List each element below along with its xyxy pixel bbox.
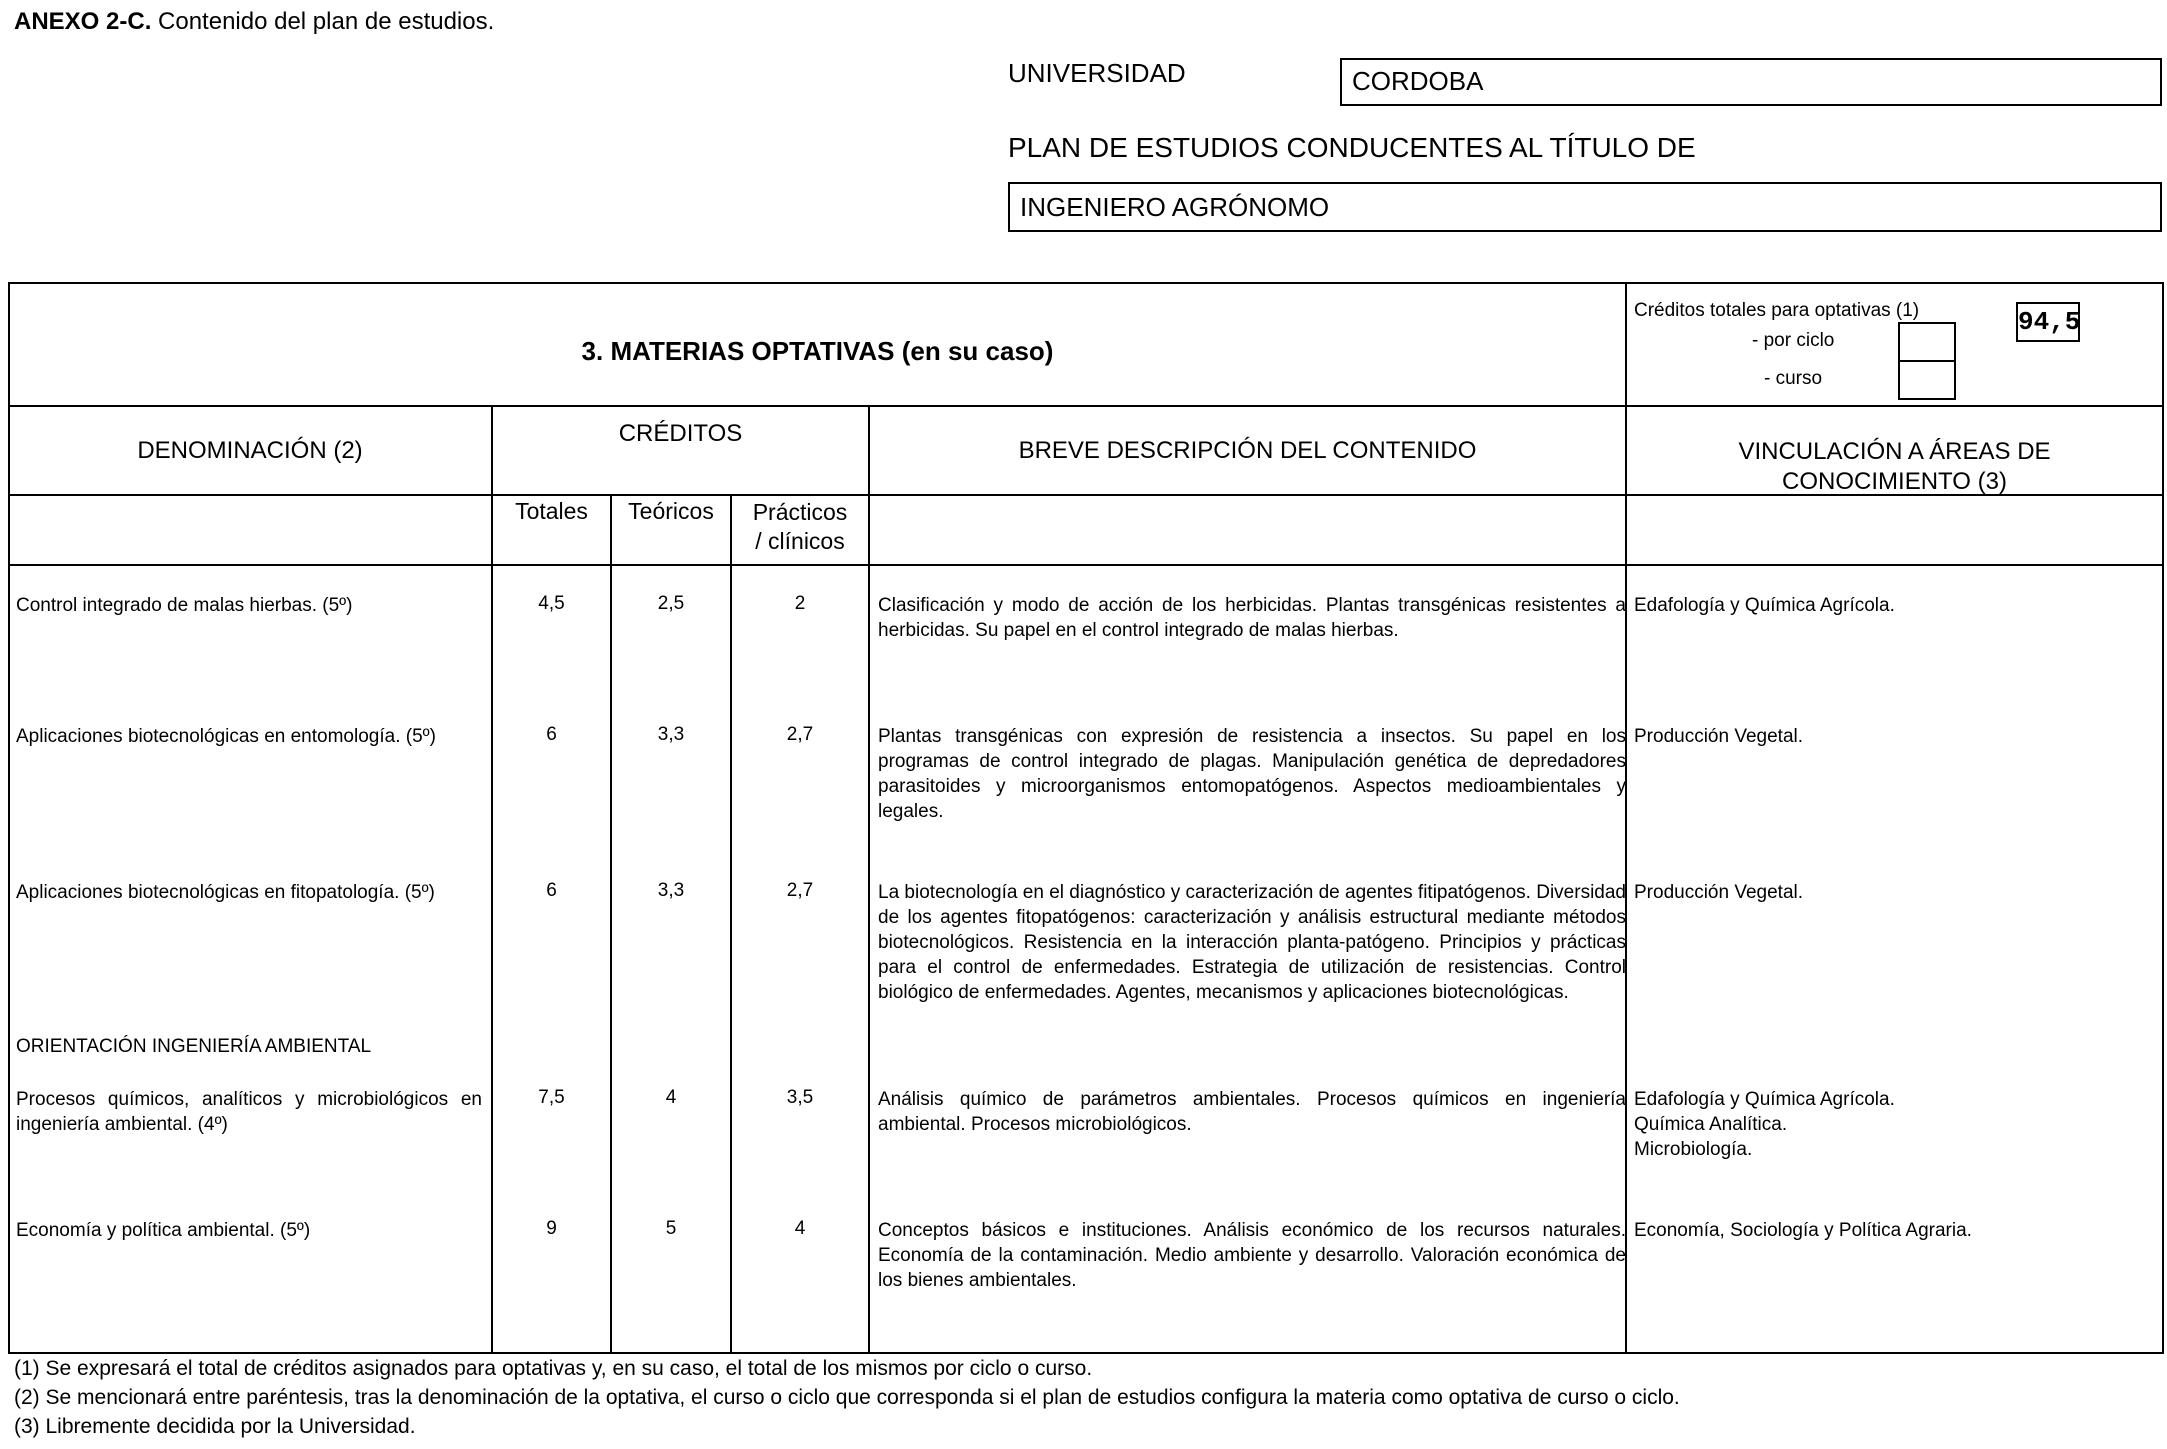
row-2-area: Producción Vegetal. (1634, 726, 1804, 747)
footnote-1: (1) Se expresará el total de créditos asignados para optativas y, en su caso, el total de los mismos por ciclo o curso. (14, 1357, 1093, 1380)
row-4-areas (1634, 1087, 2154, 1162)
orientation-label: ORIENTACIÓN INGENIERÍA AMBIENTAL (16, 1036, 372, 1057)
col-practicos (732, 498, 868, 556)
table-rule (8, 494, 492, 496)
annex-heading (14, 8, 494, 36)
row-5-practicos: 4 (794, 1218, 806, 1239)
col-vinculacion (1627, 437, 2162, 497)
row-3-practicos: 2,7 (786, 880, 814, 901)
row-3-description: La biotecnología en el diagnóstico y caracterización de agentes fitipatógenos. Diversidad de los agentes fitopatógenos: caracterización y análisis estructural mediante métodos biotecnológicos. Resistencia en la interacción planta-patógeno. Principios y prácticas para el control de enfermedades. Estrategia de utilización de resistencias. Control biológico de enfermedades. Agentes, mecanismos y aplicaciones biotecnológicas. (878, 882, 1626, 1003)
col-vinculacion-line2: CONOCIMIENTO (3) (1782, 468, 2007, 495)
table-rule (8, 564, 2164, 566)
credits-total-value: 94,5 (2016, 302, 2080, 342)
col-practicos-line2: / clínicos (755, 528, 845, 554)
row-4-description: Análisis químico de parámetros ambientales. Procesos químicos en ingeniería ambiental. Procesos microbiológicos. (878, 1089, 1626, 1135)
annex-label: ANEXO 2-C. (14, 8, 152, 35)
row-2-practicos: 2,7 (786, 724, 814, 745)
col-descripcion: BREVE DESCRIPCIÓN DEL CONTENIDO (1018, 437, 1477, 464)
row-1-area: Edafología y Química Agrícola. (1634, 595, 1895, 616)
credits-total-label: Créditos totales para optativas (1) (1634, 300, 1920, 321)
row-5-description: Conceptos básicos e instituciones. Análisis económico de los recursos naturales. Economía de la contaminación. Medio ambiente y desarrollo. Valoración económica de los bienes ambientales. (878, 1220, 1626, 1291)
row-4-area-3: Microbiología. (1634, 1139, 1753, 1160)
row-5-totales: 9 (546, 1218, 557, 1239)
row-5-teoricos: 5 (665, 1218, 677, 1239)
row-4-name: Procesos químicos, analíticos y microbiológicos en ingeniería ambiental. (4º) (16, 1089, 482, 1135)
row-4-totales: 7,5 (538, 1087, 565, 1108)
row-1-practicos: 2 (794, 593, 806, 614)
section-title: 3. MATERIAS OPTATIVAS (en su caso) (581, 336, 1054, 366)
row-2-description: Plantas transgénicas con expresión de resistencia a insectos. Su papel en los programas de control integrado de plagas. Manipulación genética de depredadores parasitoides y microorganismos entomopatógenos. Aspectos medioambientales y legales. (878, 726, 1626, 822)
degree-field: INGENIERO AGRÓNOMO (1008, 182, 2162, 232)
row-4-area-2: Química Analítica. (1634, 1114, 1788, 1135)
row-5-name: Economía y política ambiental. (5º) (16, 1220, 311, 1241)
annex-text: Contenido del plan de estudios. (151, 8, 495, 35)
row-2-totales: 6 (546, 724, 557, 745)
row-1-name: Control integrado de malas hierbas. (5º) (16, 595, 353, 616)
row-1-teoricos: 2,5 (657, 593, 685, 614)
plan-label: PLAN DE ESTUDIOS CONDUCENTES AL TÍTULO DE (1008, 132, 1696, 163)
row-3-totales: 6 (546, 880, 557, 901)
col-practicos-line1: Prácticos (752, 499, 848, 525)
table-rule (491, 494, 1626, 496)
col-totales: Totales (515, 498, 588, 524)
footnote-3: (3) Libremente decidida por la Universidad. (14, 1415, 416, 1438)
row-2-name: Aplicaciones biotecnológicas en entomología. (5º) (16, 726, 436, 747)
row-5-area: Economía, Sociología y Política Agraria. (1634, 1220, 1972, 1241)
table-rule (868, 405, 870, 1354)
col-creditos: CRÉDITOS (618, 420, 743, 447)
footnote-2: (2) Se mencionará entre paréntesis, tras la denominación de la optativa, el curso o ciclo que corresponda si el plan de estudios configura la materia como optativa de curso o ciclo. (14, 1386, 1680, 1409)
col-denominacion: DENOMINACIÓN (2) (137, 437, 363, 464)
row-4-area-1: Edafología y Química Agrícola. (1634, 1089, 1895, 1110)
table-rule (8, 405, 2164, 407)
university-field: CORDOBA (1340, 58, 2162, 106)
row-3-name: Aplicaciones biotecnológicas en fitopatología. (5º) (16, 882, 435, 903)
row-1-description: Clasificación y modo de acción de los herbicidas. Plantas transgénicas resistentes a herbicidas. Su papel en el control integrado de malas hierbas. (878, 595, 1626, 641)
col-teoricos: Teóricos (628, 498, 714, 524)
por-ciclo-label: - por ciclo (1752, 330, 1835, 351)
row-1-totales: 4,5 (538, 593, 565, 614)
por-ciclo-box (1898, 322, 1956, 362)
row-2-teoricos: 3,3 (657, 724, 685, 745)
row-3-area: Producción Vegetal. (1634, 882, 1804, 903)
university-label: UNIVERSIDAD (1008, 58, 1186, 88)
col-vinculacion-line1: VINCULACIÓN A ÁREAS DE (1738, 438, 2051, 465)
row-4-teoricos: 4 (665, 1087, 677, 1108)
curso-box (1898, 360, 1956, 400)
row-3-teoricos: 3,3 (657, 880, 685, 901)
row-4-practicos: 3,5 (786, 1087, 814, 1108)
curso-label: - curso (1764, 368, 1823, 389)
